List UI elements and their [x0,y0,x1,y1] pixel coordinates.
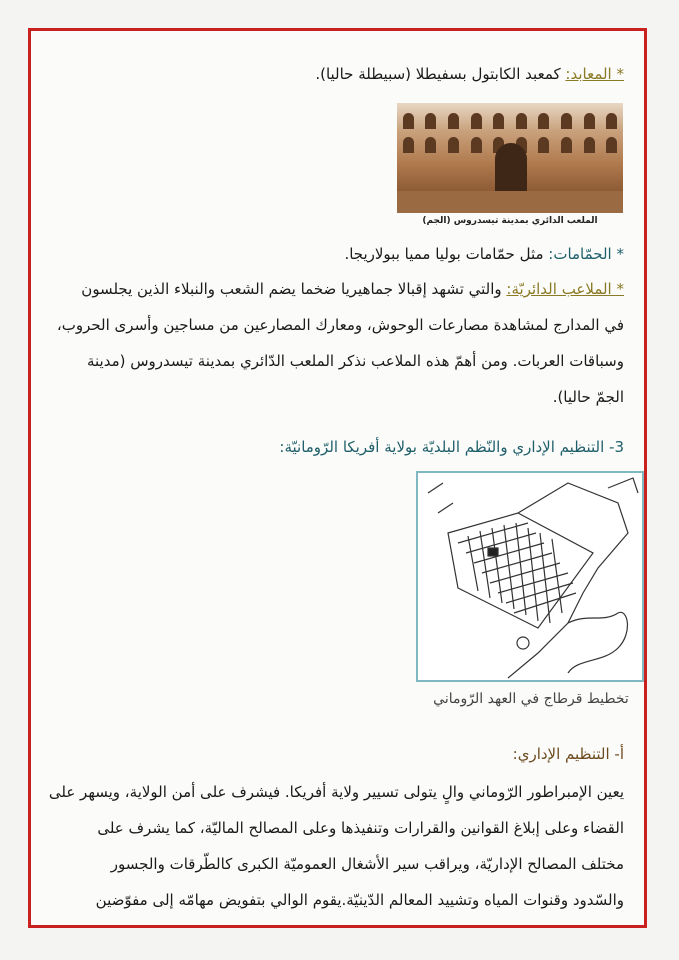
arenas-line-2: في المدارج لمشاهدة مصارعات الوحوش، ومعارك المصارعين من مساجين وأسرى الحروب، [56,316,624,334]
baths-line [51,243,624,265]
arenas-line-4: الجمّ حاليا). [552,388,624,406]
baths-label: * الحمّامات: [548,245,624,263]
admin-line-1: يعين الإمبراطور الرّوماني والٍ يتولى تسيير ولاية أفريكا. فيشرف على أمن الولاية، ويسهر على [48,783,624,801]
carthage-map [416,471,644,682]
document-page [28,28,647,928]
temples-label: * المعابد: [565,65,624,83]
admin-line-2: القضاء وعلى إبلاغ القوانين والقرارات وتنفيذها وعلى المصالح الماليّة، كما يشرف على [97,819,624,837]
admin-title: أ- التنظيم الإداري: [512,745,624,763]
temples-line [51,63,624,85]
carthage-plan-icon [418,473,642,680]
baths-text: مثل حمّامات بوليا مميا ببولاريجا. [344,245,549,263]
admin-line-3: مختلف المصالح الإداريّة، ويراقب سير الأشغال العموميّة الكبرى كالطّرقات والجسور [110,855,624,873]
arenas-text-1: والتي تشهد إقبالا جماهيريا ضخما يضم الشعب والنبلاء الذين يجلسون [81,280,507,298]
photo-caption: الملعب الدائري بمدينة تيسدروس (الجم) [422,216,598,226]
arenas-label: * الملاعب الدائريّة: [506,280,624,298]
section-3-title: 3- التنظيم الإداري والنّظم البلديّة بولاية أفريكا الرّومانيّة: [279,438,624,456]
temples-text: كمعبد الكابتول بسفيطلا (سبيطلة حاليا). [315,65,566,83]
arenas-line-3: وسباقات العربات. ومن أهمّ هذه الملاعب نذكر الملعب الدّائري بمدينة تيسدروس (مدينة [86,352,624,370]
admin-line-4: والسّدود وقنوات المياه وتشييد المعالم الدّينيّة.يقوم الوالي بتفويض مهامّه إلى مفوّضين [95,891,624,909]
arenas-line-1 [51,278,624,300]
map-caption: تخطيط قرطاج في العهد الرّوماني [433,691,629,707]
amphitheatre-photo [397,103,623,213]
